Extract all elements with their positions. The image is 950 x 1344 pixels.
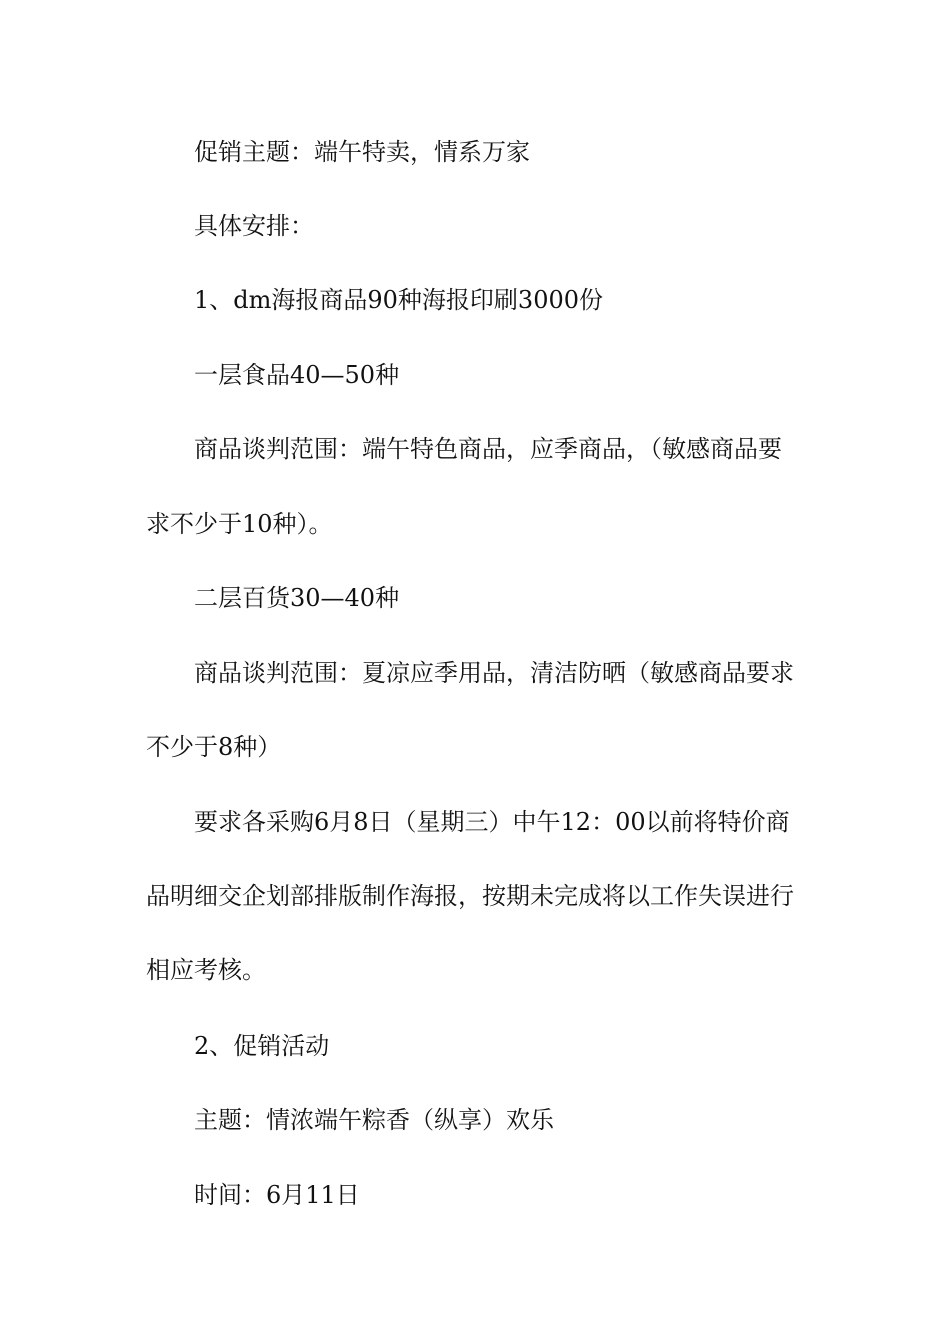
item-2-promo-activity: 2、促销活动	[194, 1032, 330, 1060]
floor-1-scope-line-2: 求不少于10种）。	[146, 510, 333, 538]
floor-1-food: 一层食品40—50种	[194, 361, 400, 389]
arrangement-heading: 具体安排：	[194, 212, 314, 240]
deadline-line-3: 相应考核。	[146, 956, 266, 984]
promo-theme-line: 促销主题：端午特卖，情系万家	[194, 138, 530, 166]
floor-2-goods: 二层百货30—40种	[194, 584, 400, 612]
floor-2-scope-line-1: 商品谈判范围：夏凉应季用品，清洁防晒（敏感商品要求	[194, 659, 794, 687]
floor-2-scope-line-2: 不少于8种）	[146, 733, 282, 761]
item-1-dm-poster: 1、dm海报商品90种海报印刷3000份	[194, 286, 604, 314]
floor-1-scope-line-1: 商品谈判范围：端午特色商品，应季商品，（敏感商品要	[194, 435, 782, 463]
activity-time: 时间：6月11日	[194, 1181, 360, 1209]
deadline-line-1: 要求各采购6月8日（星期三）中午12：00以前将特价商	[194, 808, 790, 836]
activity-theme: 主题：情浓端午粽香（纵享）欢乐	[194, 1106, 554, 1134]
deadline-line-2: 品明细交企划部排版制作海报，按期未完成将以工作失误进行	[146, 882, 794, 910]
